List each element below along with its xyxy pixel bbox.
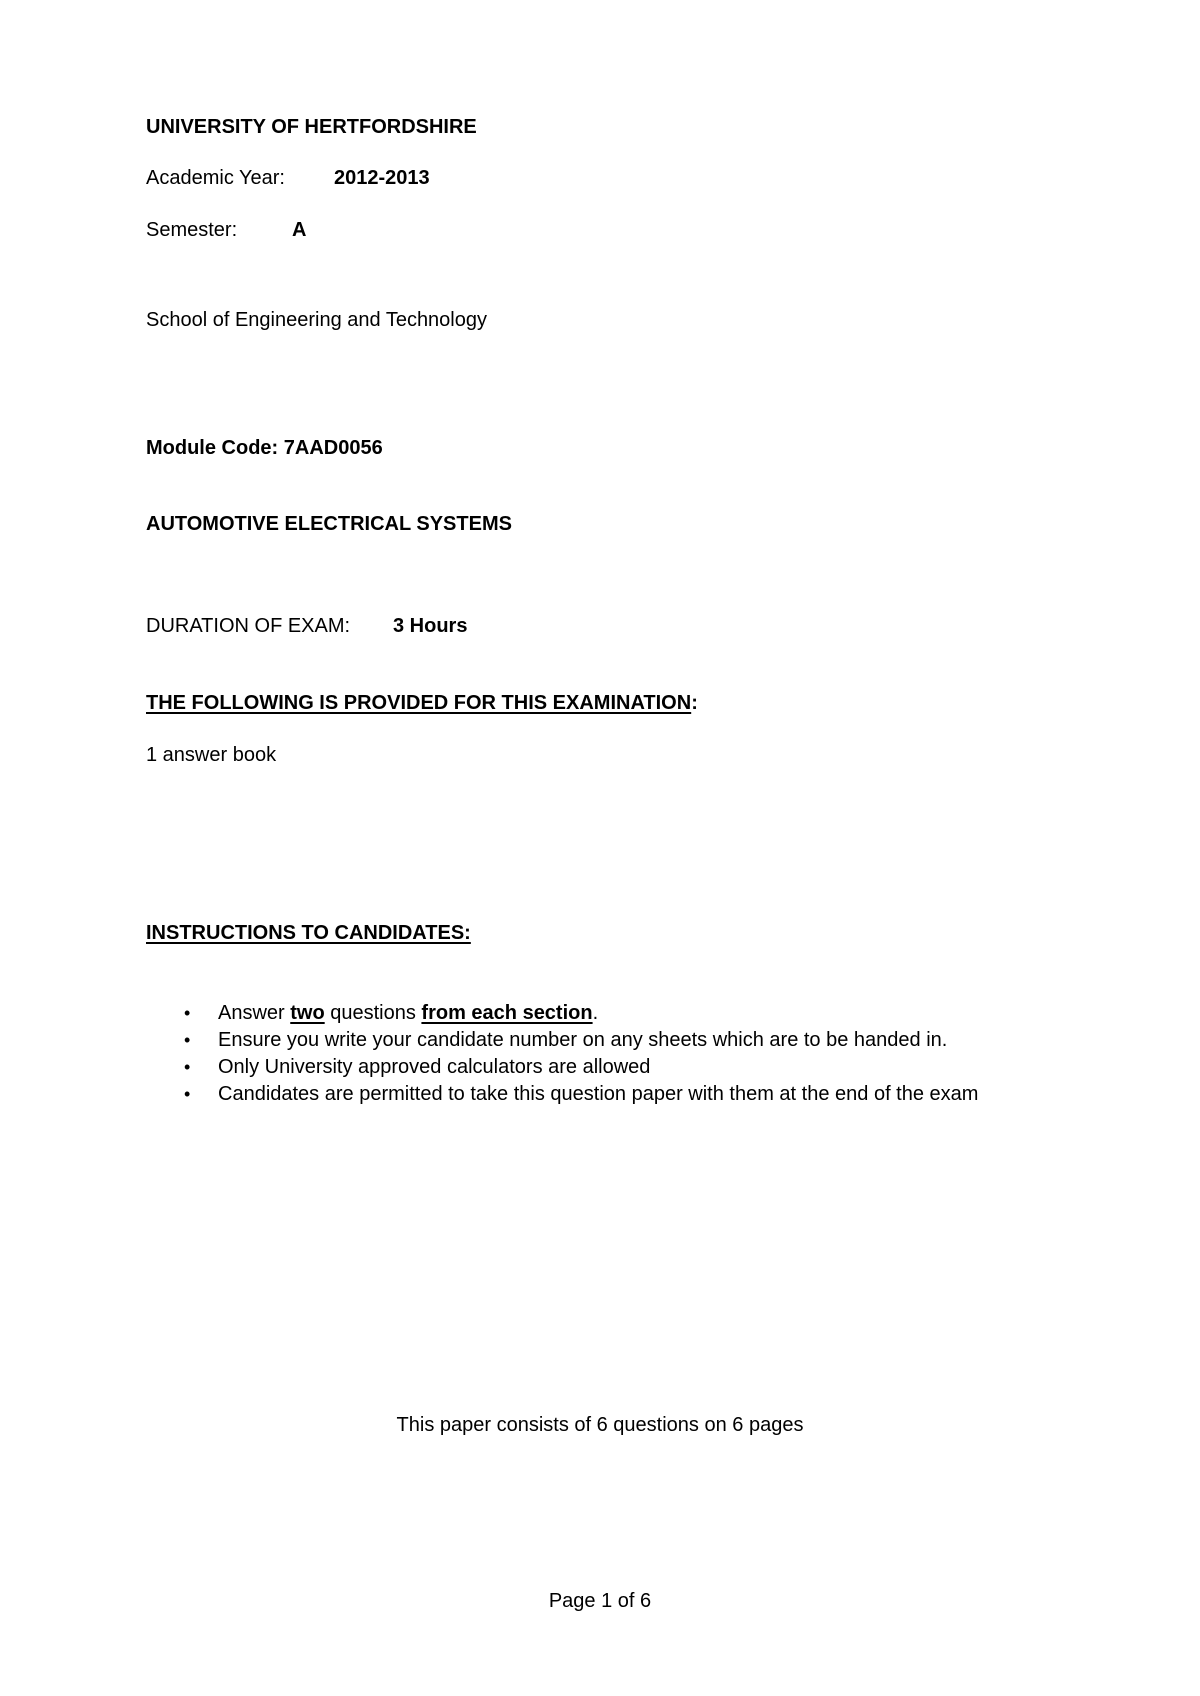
bullet-icon: •: [184, 1030, 191, 1050]
academic-year-label: Academic Year:: [146, 167, 285, 189]
school-name: School of Engineering and Technology: [146, 309, 487, 331]
list-item: • Ensure you write your candidate number on any sheets which are to be handed in.: [146, 1027, 1046, 1054]
module-code-row: [146, 437, 383, 460]
instructions-list: [146, 1000, 1046, 1108]
duration-row: [146, 615, 467, 638]
page-number: Page 1 of 6: [548, 1590, 652, 1612]
university-name: UNIVERSITY OF HERTFORDSHIRE: [146, 116, 477, 138]
paper-summary: This paper consists of 6 questions on 6 pages: [396, 1414, 804, 1436]
semester-label: Semester:: [146, 219, 238, 241]
module-code-value: 7AAD0056: [283, 437, 383, 459]
provided-heading: THE FOLLOWING IS PROVIDED FOR THIS EXAMINATION:: [146, 692, 698, 714]
semester-value: A: [292, 219, 307, 241]
duration-value: 3 Hours: [393, 615, 468, 637]
list-item: • Candidates are permitted to take this question paper with them at the end of the exam: [146, 1081, 1046, 1108]
bullet-icon: •: [184, 1057, 191, 1077]
instructions-heading: INSTRUCTIONS TO CANDIDATES:: [146, 922, 471, 944]
module-code-label: Module Code:: [146, 437, 279, 459]
academic-year-row: [146, 167, 430, 190]
bullet-icon: •: [184, 1084, 191, 1104]
list-item: • Only University approved calculators are allowed: [146, 1054, 1046, 1081]
provided-item: 1 answer book: [146, 744, 277, 766]
module-title: AUTOMOTIVE ELECTRICAL SYSTEMS: [146, 513, 512, 535]
semester-row: [146, 219, 306, 242]
academic-year-value: 2012-2013: [334, 167, 430, 189]
bullet-icon: •: [184, 1003, 191, 1023]
list-item: • Answer two questions from each section.: [146, 1000, 1046, 1027]
duration-label: DURATION OF EXAM:: [146, 615, 351, 637]
